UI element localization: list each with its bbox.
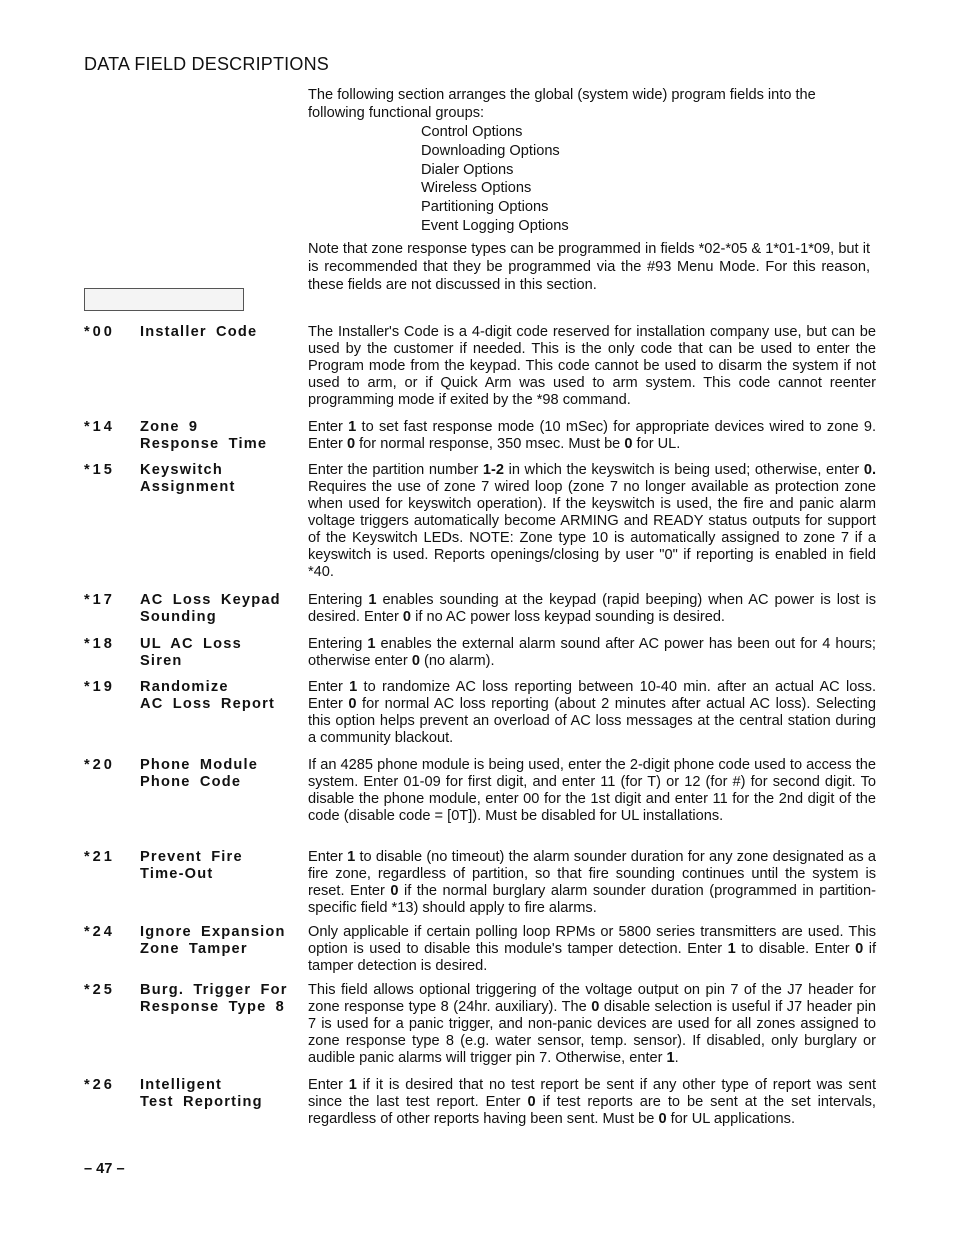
group-item: Dialer Options: [421, 161, 514, 178]
group-item: Control Options: [421, 124, 523, 140]
field-description: Enter 1 if it is desired that no test report be sent if any other type of report was sent since the last test report. Enter 0 if test reports are to be sent at the set intervals, regardless of other reports having been sent. Must be 0 for UL applications.: [308, 1077, 876, 1127]
field-code: *14: [84, 419, 115, 435]
field-description: Enter 1 to randomize AC loss reporting between 10-40 min. after an actual AC loss. Enter 0 for normal AC loss reporting (about 2 minutes after actual AC loss). Selecting this option helps prevent an overload of AC loss messages at the central station during a community blackout.: [308, 679, 876, 746]
group-item: Partitioning Options: [421, 199, 549, 216]
field-description: Enter the partition number 1-2 in which the keyswitch is being used; otherwise, enter 0. Requires the use of zone 7 wired loop (zone 7 no longer available as protection zone when used for keyswitch operation). If the keyswitch is used, the fire and panic alarm voltage triggers automatically become ARMING and READY status outputs for support of the Keyswitch LEDs. NOTE: Zone type 10 is automatically assigned to zone 7 if a keyswitch is used. Reports openings/closing by user "0" if reporting is enabled in field *40.: [308, 462, 876, 580]
intro-section: [308, 86, 870, 294]
functional-groups-list: [421, 123, 870, 236]
field-name-line: Assignment: [140, 479, 236, 495]
field-name-line: Prevent Fire: [140, 849, 243, 865]
group-item: Wireless Options: [421, 180, 532, 197]
field-name: [140, 592, 300, 626]
field-code: *17: [84, 592, 115, 608]
field-description: Entering 1 enables sounding at the keypad (rapid beeping) when AC power is lost is desired. Enter 0 if no AC power loss keypad sounding is desired.: [308, 592, 876, 625]
field-name: [140, 462, 300, 496]
field-name-line: Phone Code: [140, 774, 242, 790]
field-name: [140, 636, 300, 670]
field-name-line: Time-Out: [140, 866, 214, 882]
field-description: Entering 1 enables the external alarm sound after AC power has been out for 4 hours; otherwise enter 0 (no alarm).: [308, 636, 876, 669]
field-name-line: Phone Module: [140, 757, 259, 773]
field-name-line: Response Time: [140, 436, 268, 452]
field-name: [140, 679, 300, 713]
field-name: [140, 982, 300, 1016]
field-name-line: Keyswitch: [140, 462, 223, 478]
group-item: Downloading Options: [421, 142, 560, 159]
page-number: – 47 –: [84, 1161, 125, 1177]
section-label-box: [84, 288, 244, 311]
field-name-line: Zone 9: [140, 419, 199, 435]
field-description: The Installer's Code is a 4-digit code reserved for installation company use, but can be used by the customer if needed. This is the only code that can be used to enter the Program mode from the keypad. This code cannot be used to disarm the system if not used to arm, or if Quick Arm was used to arm system. This code cannot reenter programming mode if exited by the *98 command.: [308, 324, 876, 408]
field-name: [140, 757, 300, 791]
field-name-line: Intelligent: [140, 1077, 223, 1093]
field-name-line: Zone Tamper: [140, 941, 248, 957]
intro-lead: The following section arranges the global (system wide) program fields into the following functional groups:: [308, 87, 816, 121]
field-description: Enter 1 to set fast response mode (10 mSec) for appropriate devices wired to zone 9. Enter 0 for normal response, 350 msec. Must be 0 for UL.: [308, 419, 876, 452]
field-name-line: Ignore Expansion: [140, 924, 286, 940]
field-name-line: AC Loss Keypad: [140, 592, 281, 608]
field-code: *19: [84, 679, 115, 695]
field-name: [140, 1077, 300, 1111]
field-name: [140, 924, 300, 958]
field-name-line: Test Reporting: [140, 1094, 263, 1110]
field-name-line: Randomize: [140, 679, 229, 695]
page-heading: DATA FIELD DESCRIPTIONS: [84, 54, 329, 74]
field-code: *21: [84, 849, 115, 865]
field-code: *24: [84, 924, 115, 940]
field-name: [140, 324, 300, 341]
field-code: *20: [84, 757, 115, 773]
field-description: This field allows optional triggering of the voltage output on pin 7 of the J7 header for zone response type 8 (24hr. auxiliary). The 0 disable selection is useful if J7 header pin 7 is used for a panic trigger, and non-panic devices are used for all zones assigned to zone response type 8 (e.g. water sensor, temp. sensor). If disabled, only burglary or audible panic alarms will trigger pin 7. Otherwise, enter 1.: [308, 982, 876, 1066]
field-name-line: Sounding: [140, 609, 217, 625]
field-code: *26: [84, 1077, 115, 1093]
field-description: If an 4285 phone module is being used, enter the 2-digit phone code used to access the system. Enter 01-09 for first digit, and enter 11 (for T) or 12 (for #) for second digit. To disable the phone module, enter 00 for the 1st digit and enter 11 for the 2nd digit of the code (disable code = [0T]). Must be disabled for UL installations.: [308, 757, 876, 824]
field-name-line: Response Type 8: [140, 999, 285, 1015]
field-description: Only applicable if certain polling loop RPMs or 5800 series transmitters are used. This option is used to disable this module's tamper detection. Enter 1 to disable. Enter 0 if tamper detection is desired.: [308, 924, 876, 974]
field-name-line: Siren: [140, 653, 183, 669]
field-name: [140, 419, 300, 453]
field-name-line: AC Loss Report: [140, 696, 276, 712]
field-name-line: Installer Code: [140, 324, 258, 340]
intro-note: Note that zone response types can be programmed in fields *02-*05 & 1*01-1*09, but it is recommended that they be programmed via the #93 Menu Mode. For this reason, these fields are not discussed in this section.: [308, 240, 870, 293]
field-name-line: Burg. Trigger For: [140, 982, 288, 998]
field-name-line: UL AC Loss: [140, 636, 242, 652]
field-code: *15: [84, 462, 115, 478]
group-item: Event Logging Options: [421, 217, 569, 234]
field-name: [140, 849, 300, 883]
field-code: *00: [84, 324, 115, 340]
field-description: Enter 1 to disable (no timeout) the alarm sounder duration for any zone designated as a fire zone, regardless of partition, so that fire sounding continues until the system is reset. Enter 0 if the normal burglary alarm sounder duration (programmed in partition-specific field *13) should apply to fire alarms.: [308, 849, 876, 916]
field-code: *25: [84, 982, 115, 998]
field-code: *18: [84, 636, 115, 652]
